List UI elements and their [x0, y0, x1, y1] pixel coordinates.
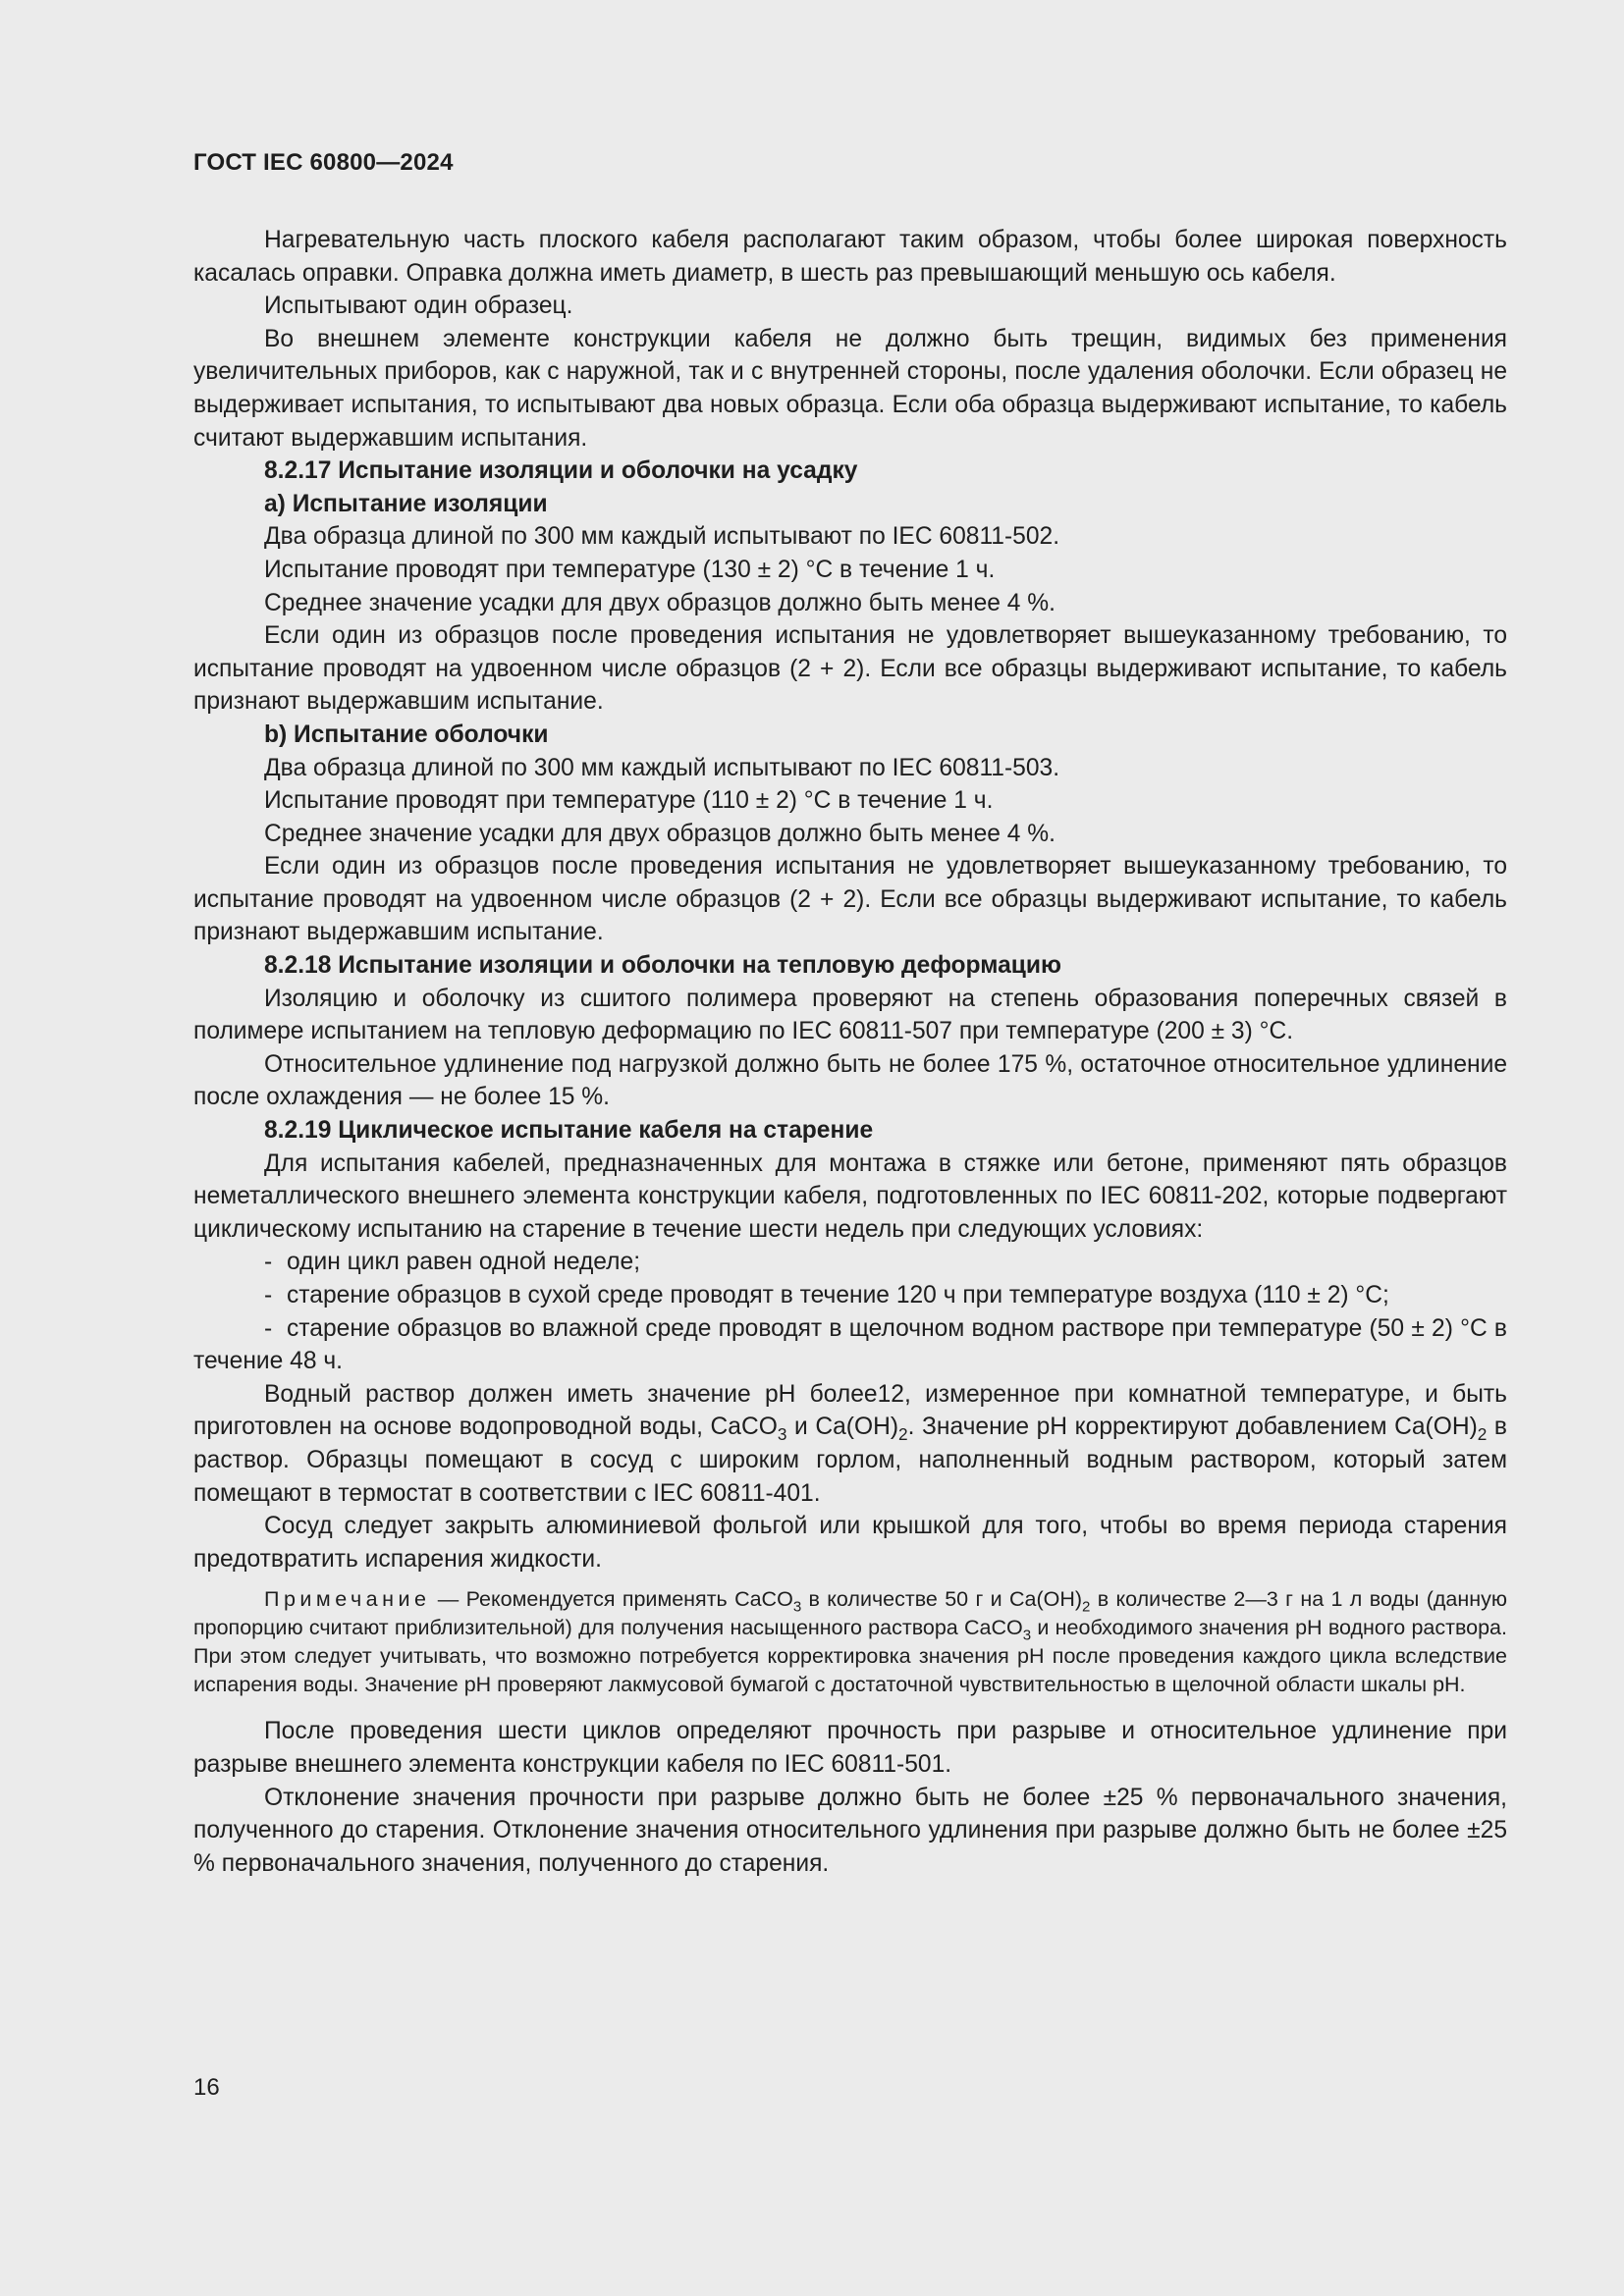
paragraph: Если один из образцов после проведения испытания не удовлетворяет вышеуказанному требованию, то испытание проводят на удвоенном числе образцов (2 + 2). Если все образцы выдерживают испытание, то кабель признают выдержавшим испытание. — [193, 853, 1507, 946]
section-heading-8-2-18: 8.2.18 Испытание изоляции и оболочки на тепловую деформацию — [264, 952, 1062, 980]
list-item-text: старение образцов во влажной среде проводят в щелочном водном растворе при температуре (50 ± 2) °С в течение 48 ч. — [193, 1314, 1507, 1375]
paragraph: Относительное удлинение под нагрузкой должно быть не более 175 %, остаточное относительное удлинение после охлаждения — не более 15 %. — [193, 1050, 1507, 1111]
note-label: Примечание — [264, 1587, 431, 1612]
paragraph: Испытание проводят при температуре (130 ± 2) °С в течение 1 ч. — [264, 556, 996, 583]
subsection-heading-b: b) Испытание оболочки — [264, 721, 549, 748]
list-item: - старение образцов в сухой среде проводят в течение 120 ч при температуре воздуха (110 ± 2) °С; — [264, 1282, 1389, 1308]
paragraph: Во внешнем элементе конструкции кабеля не должно быть трещин, видимых без применения увеличительных приборов, как с наружной, так и с внутренней стороны, после удаления оболочки. Если образец не выдерживает испытания, то испытывают два новых образца. Если оба образца выдерживают испытание, то кабель считают выдержавшим испытания. — [193, 325, 1507, 452]
list-item-text: старение образцов в сухой среде проводят в течение 120 ч при температуре воздуха (110 ± 2) °С; — [287, 1282, 1389, 1308]
paragraph: Изоляцию и оболочку из сшитого полимера проверяют на степень образования поперечных связей в полимере испытанием на тепловую деформацию по IEC 60811-507 при температуре (200 ± 3) °С. — [193, 985, 1507, 1045]
paragraph: Сосуд следует закрыть алюминиевой фольгой или крышкой для того, чтобы во время периода старения предотвратить испарения жидкости. — [193, 1513, 1507, 1573]
note-block: Примечание — Рекомендуется применять CaCO$_3$ в количестве 50 г и $Ca(OH)_2$ в количестве 2—3 г на 1 л воды (данную пропорцию считают приблизительной) для получения насыщенного раствора CaCO$_3$ и необходимого значения рН водного раствора. При этом следует учитывать, что возможно потребуется корректировка значения рН после проведения каждого цикла вследствие испарения воды. Значение рН проверяют лакмусовой бумагой с достаточной чувствительностью в щелочной области шкалы рН. — [193, 1587, 1507, 1697]
paragraph: Испытывают один образец. — [264, 293, 573, 320]
paragraph: Два образца длиной по 300 мм каждый испытывают по IEC 60811-503. — [264, 754, 1060, 781]
paragraph: Отклонение значения прочности при разрыве должно быть не более ±25 % первоначального значения, полученного до старения. Отклонение значения относительного удлинения при разрыве должно быть не более ±25 % первоначального значения, полученного до старения. — [193, 1784, 1507, 1877]
page-number: 16 — [193, 2074, 220, 2101]
paragraph: Среднее значение усадки для двух образцов должно быть менее 4 %. — [264, 589, 1056, 616]
paragraph: Для испытания кабелей, предназначенных для монтажа в стяжке или бетоне, применяют пять образцов неметаллического внешнего элемента конструкции кабеля, подготовленных по IEC 60811-202, которые подвергают циклическому испытанию на старение в течение шести недель при следующих условиях: — [193, 1149, 1507, 1243]
list-item: - старение образцов во влажной среде проводят в щелочном водном растворе при температуре (50 ± 2) °С в течение 48 ч. — [193, 1314, 1507, 1375]
document-header: ГОСТ IEC 60800—2024 — [193, 149, 454, 176]
section-heading-8-2-17: 8.2.17 Испытание изоляции и оболочки на усадку — [264, 457, 858, 485]
paragraph: Если один из образцов после проведения испытания не удовлетворяет вышеуказанному требованию, то испытание проводят на удвоенном числе образцов (2 + 2). Если все образцы выдерживают испытание, то кабель признают выдержавшим испытание. — [193, 622, 1507, 716]
section-heading-8-2-19: 8.2.19 Циклическое испытание кабеля на старение — [264, 1117, 874, 1145]
paragraph: Испытание проводят при температуре (110 ± 2) °С в течение 1 ч. — [264, 787, 994, 815]
list-item: - один цикл равен одной неделе; — [264, 1249, 641, 1276]
paragraph: Водный раствор должен иметь значение рН более12, измеренное при комнатной температуре, и быть приготовлен на основе водопроводной воды, CaCO$_3$ и $Ca(OH)_2$. Значение рН корректируют добавлением $Ca(OH)_2$ в раствор. Образцы помещают в сосуд с широким горлом, наполненный водным раствором, который затем помещают в термостат в соответствии с IEC 60811-401. — [193, 1380, 1507, 1507]
subsection-heading-a: a) Испытание изоляции — [264, 490, 548, 517]
paragraph: Два образца длиной по 300 мм каждый испытывают по IEC 60811-502. — [264, 523, 1060, 551]
list-item-text: один цикл равен одной неделе; — [287, 1249, 641, 1276]
paragraph: Среднее значение усадки для двух образцов должно быть менее 4 %. — [264, 820, 1056, 847]
document-body — [193, 224, 1507, 1880]
paragraph: Нагревательную часть плоского кабеля располагают таким образом, чтобы более широкая поверхность касалась оправки. Оправка должна иметь диаметр, в шесть раз превышающий меньшую ось кабеля. — [193, 227, 1507, 287]
paragraph: После проведения шести циклов определяют прочность при разрыве и относительное удлинение при разрыве внешнего элемента конструкции кабеля по IEC 60811-501. — [193, 1718, 1507, 1778]
